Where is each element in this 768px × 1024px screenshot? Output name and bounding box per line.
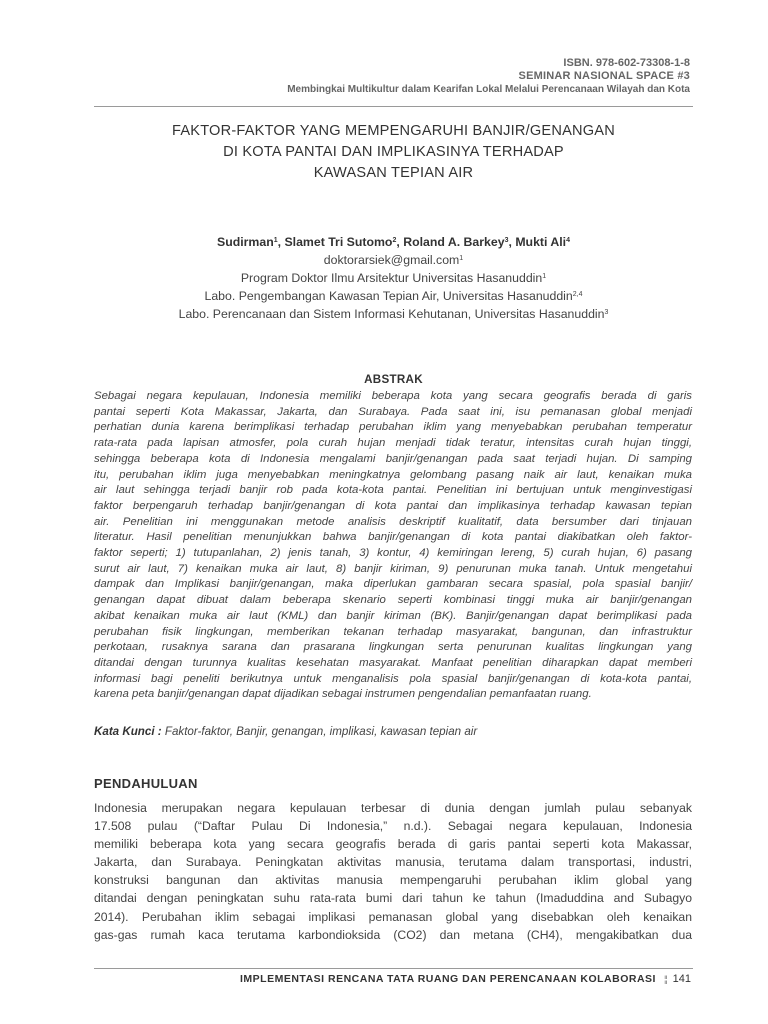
author-name: Slamet Tri Sutomo bbox=[284, 235, 393, 249]
keywords bbox=[94, 725, 692, 738]
body-line: gas-gas rumah kaca terutama karbondioksida (CO2) dan metana (CH4), mengakibatkan dua bbox=[94, 927, 692, 942]
abstract-line: faktor berpengaruh terhadap banjir/genangan di kota pantai dan implikasinya terhadap kawasan tepian bbox=[94, 499, 692, 512]
body-line: 2014). Perubahan iklim sebagai implikasi pemanasan global yang disebabkan oleh kenaikan bbox=[94, 909, 692, 924]
email-text: doktorarsiek@gmail.com bbox=[323, 253, 460, 267]
title-line: DI KOTA PANTAI DAN IMPLIKASINYA TERHADAP bbox=[223, 144, 564, 160]
keywords-text: Faktor-faktor, Banjir, genangan, implikasi, kawasan tepian air bbox=[161, 725, 478, 738]
footer-title: IMPLEMENTASI RENCANA TATA RUANG DAN PERENCANAAN KOLABORASI bbox=[240, 973, 656, 985]
abstract-line: genangan dapat dibuat dalam beberapa skenario seperti kombinasi tinggi muka air banjir/genangan bbox=[94, 594, 692, 607]
author-names: Sudirman$^1$, Slamet Tri Sutomo$^2$, Roland A. Barkey$^3$, Mukti Ali$^4$ bbox=[217, 235, 570, 249]
abstract-line: rata-rata pada lapisan atmosfer, pola curah hujan menjadi tidak teratur, intensitas curah hujan tinggi, bbox=[94, 437, 692, 450]
footer-separator: ¦¦ bbox=[663, 974, 667, 984]
body-line: konstruksi bangunan dan aktivitas manusia mempengaruhi perubahan iklim global yang bbox=[94, 873, 692, 888]
email-superscript: 1 bbox=[459, 255, 464, 262]
abstract-line: ditandai dengan turunnya kualitas kesehatan masyarakat. Manfaat penelitian diharapkan dapat memberi bbox=[94, 656, 692, 669]
abstract-line: dampak dan Implikasi banjir/genangan, maka diperlukan gambaran secara spasial, pola spasial banjir/ bbox=[94, 578, 692, 591]
affiliation-1 bbox=[94, 269, 693, 287]
footer-divider bbox=[94, 968, 693, 969]
abstract-line: faktor seperti; 1) tutupanlahan, 2) jenis tanah, 3) kontur, 4) kemiringan lereng, 5) curah hujan, 6) pasang bbox=[94, 547, 692, 560]
abstract-line: air. Penelitian ini menggunakan metode analisis deskriptif kualitatif, data bersumber dari tinjauan bbox=[94, 515, 692, 528]
author-superscript: 2 bbox=[392, 237, 397, 244]
page-footer bbox=[240, 973, 691, 985]
abstract-line: perkotaan, rusaknya sarana dan prasarana lingkungan serta penurunan kualitas lingkungan yang bbox=[94, 641, 692, 654]
section-heading: PENDAHULUAN bbox=[94, 776, 198, 791]
author-email bbox=[94, 251, 693, 269]
abstract-heading: ABSTRAK bbox=[364, 373, 423, 386]
paper-title bbox=[94, 121, 693, 184]
seminar-theme: Membingkai Multikultur dalam Kearifan Lokal Melalui Perencanaan Wilayah dan Kota bbox=[287, 84, 690, 95]
abstract-line: perubahan fisik lingkungan, memberikan tekanan terhadap masyarakat, bangunan, dan infrastruktur bbox=[94, 625, 692, 638]
affiliation-3 bbox=[94, 305, 693, 323]
title-line: KAWASAN TEPIAN AIR bbox=[313, 165, 474, 181]
author-superscript: 1 bbox=[273, 237, 278, 244]
abstract-line: sehingga beberapa kota di Indonesia mengalami banjir/genangan pada saat terjadi hujan. Di samping bbox=[94, 452, 692, 465]
body-line: Jakarta, dan Surabaya. Peningkatan aktivitas manusia, terutama dalam transportasi, industri, bbox=[94, 855, 692, 870]
body-line: ditandai dengan peningkatan suhu rata-rata bumi dari tahun ke tahun (Imaduddina and Subagyo bbox=[94, 891, 692, 906]
abstract-line: air laut sehingga terjadi banjir rob pada kota-kota pantai. Penelitian ini bertujuan untuk menginvestigasi bbox=[94, 484, 692, 497]
affiliation-2 bbox=[94, 287, 693, 305]
affiliation-superscript: 2,4 bbox=[572, 291, 583, 298]
page-number: 141 bbox=[672, 973, 691, 985]
abstract-line: itu, perubahan iklim juga menyebabkan meningkatnya gelombang pasang naik air laut, kenaikan muka bbox=[94, 468, 692, 481]
author-name: Sudirman bbox=[217, 235, 274, 249]
body-line: memiliki beberapa kota yang secara geografis berada di garis pantai seperti kota Makassar, bbox=[94, 837, 692, 852]
keywords-label: Kata Kunci : bbox=[94, 725, 162, 738]
abstract-line: karena peta banjir/genangan dapat dijadikan sebagai instrumen pengendalian pemanfaatan ruang. bbox=[94, 688, 592, 701]
abstract-line: informasi bagi peneliti berikutnya untuk menganalisis pola spasial banjir/genangan di kota-kota pantai, bbox=[94, 672, 692, 685]
author-name: Roland A. Barkey bbox=[403, 235, 505, 249]
title-line: FAKTOR-FAKTOR YANG MEMPENGARUHI BANJIR/GENANGAN bbox=[172, 123, 615, 139]
affiliation-superscript: 1 bbox=[542, 273, 547, 280]
affiliation-text: Labo. Pengembangan Kawasan Tepian Air, Universitas Hasanuddin bbox=[204, 289, 573, 303]
isbn-line: ISBN. 978-602-73308-1-8 bbox=[563, 57, 690, 69]
affiliation-superscript: 3 bbox=[604, 309, 609, 316]
abstract-body bbox=[94, 389, 692, 703]
seminar-name: SEMINAR NASIONAL SPACE #3 bbox=[518, 70, 690, 82]
introduction-body bbox=[94, 799, 692, 944]
author-superscript: 4 bbox=[566, 237, 570, 244]
abstract-line: surut air laut, 7) kenaikan muka air laut, 8) banjir kiriman, 9) penurunan muka tanah. Untuk mengetahui bbox=[94, 562, 692, 575]
author-superscript: 3 bbox=[504, 237, 509, 244]
abstract-line: akibat kenaikan muka air laut (KML) dan banjir kiriman (BK). Banjir/genangan dapat berimplikasi pada bbox=[94, 609, 692, 622]
body-line: 17.508 pulau (“Daftar Pulau Di Indonesia,” n.d.). Sebagai negara kepulauan, Indonesia bbox=[94, 819, 692, 834]
header-divider bbox=[94, 106, 693, 107]
abstract-line: pantai seperti Kota Makassar, Jakarta, dan Surabaya. Pada saat ini, isu pemanasan global menjadi bbox=[94, 405, 692, 418]
page-header bbox=[287, 57, 690, 96]
affiliation-text: Program Doktor Ilmu Arsitektur Universitas Hasanuddin bbox=[240, 271, 543, 285]
author-block bbox=[94, 233, 693, 323]
body-line: Indonesia merupakan negara kepulauan terbesar di dunia dengan jumlah pulau sebanyak bbox=[94, 801, 692, 815]
author-name: Mukti Ali bbox=[515, 235, 567, 249]
abstract-line: Sebagai negara kepulauan, Indonesia memiliki beberapa kota yang secara geografis berada di garis bbox=[94, 390, 692, 402]
affiliation-text: Labo. Perencanaan dan Sistem Informasi Kehutanan, Universitas Hasanuddin bbox=[178, 307, 605, 321]
abstract-line: perhatian dunia karena berimplikasi terhadap perubahan iklim yang menyebabkan perubahan temperatur bbox=[94, 421, 692, 434]
abstract-line: literatur. Hasil penelitian menunjukkan bahwa banjir/genangan di kota pantai diakibatkan oleh faktor- bbox=[94, 531, 692, 544]
